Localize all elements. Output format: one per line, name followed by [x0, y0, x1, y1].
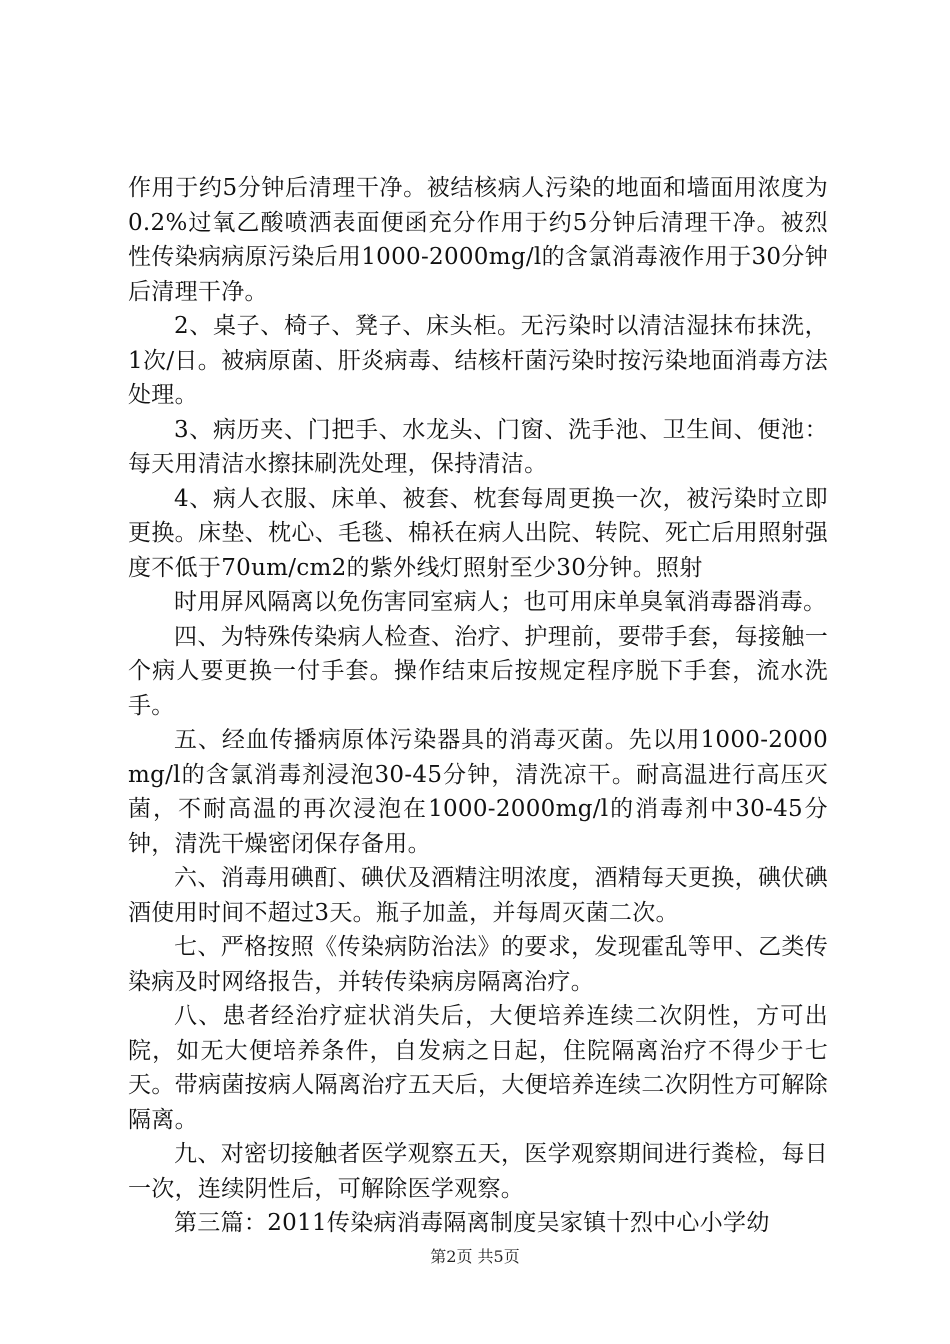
paragraph-5: 时用屏风隔离以免伤害同室病人；也可用床单臭氧消毒器消毒。 [174, 589, 827, 615]
paragraph-2: 2、桌子、椅子、凳子、床头柜。无污染时以清洁湿抹布抹洗，1次/日。被病原菌、肝炎病毒、结核杆菌污染时按污染地面消毒方法处理。 [128, 313, 828, 408]
paragraph-10: 八、患者经治疗症状消失后，大便培养连续二次阴性，方可出院，如无大便培养条件，自发病之日起，住院隔离治疗不得少于七天。带病菌按病人隔离治疗五天后，大便培养连续二次阴性方可解除隔离。 [128, 1003, 828, 1133]
paragraph-7: 五、经血传播病原体污染器具的消毒灭菌。先以用1000-2000mg/l的含氯消毒剂浸泡30-45分钟，清洗凉干。耐高温进行高压灭菌，不耐高温的再次浸泡在1000-2000mg/l的消毒剂中30-45分钟，清洗干燥密闭保存备用。 [128, 727, 828, 857]
paragraph-11: 九、对密切接触者医学观察五天，医学观察期间进行粪检，每日一次，连续阴性后，可解除医学观察。 [128, 1141, 828, 1202]
paragraph-9: 七、严格按照《传染病防治法》的要求，发现霍乱等甲、乙类传染病及时网络报告，并转传染病房隔离治疗。 [128, 934, 828, 995]
paragraph-12: 第三篇：2011传染病消毒隔离制度吴家镇十烈中心小学幼 [174, 1210, 770, 1236]
paragraph-4: 4、病人衣服、床单、被套、枕套每周更换一次，被污染时立即更换。床垫、枕心、毛毯、棉袄在病人出院、转院、死亡后用照射强度不低于70um/cm2的紫外线灯照射至少30分钟。照射 [128, 485, 828, 581]
paragraph-6: 四、为特殊传染病人检查、治疗、护理前，要带手套，每接触一个病人要更换一付手套。操作结束后按规定程序脱下手套，流水洗手。 [128, 623, 828, 719]
page-footer: 第2页 共5页 [430, 1247, 520, 1266]
paragraph-1: 作用于约5分钟后清理干净。被结核病人污染的地面和墙面用浓度为0.2%过氧乙酸喷洒表面便函充分作用于约5分钟后清理干净。被烈性传染病病原污染后用1000-2000mg/l的含氯消毒液作用于30分钟后清理干净。 [128, 175, 828, 305]
document-body [128, 171, 828, 1241]
paragraph-3: 3、病历夹、门把手、水龙头、门窗、洗手池、卫生间、便池：每天用清洁水擦抹刷洗处理，保持清洁。 [128, 416, 828, 477]
paragraph-8: 六、消毒用碘酊、碘伏及酒精注明浓度，酒精每天更换，碘伏碘酒使用时间不超过3天。瓶子加盖，并每周灭菌二次。 [128, 865, 828, 926]
